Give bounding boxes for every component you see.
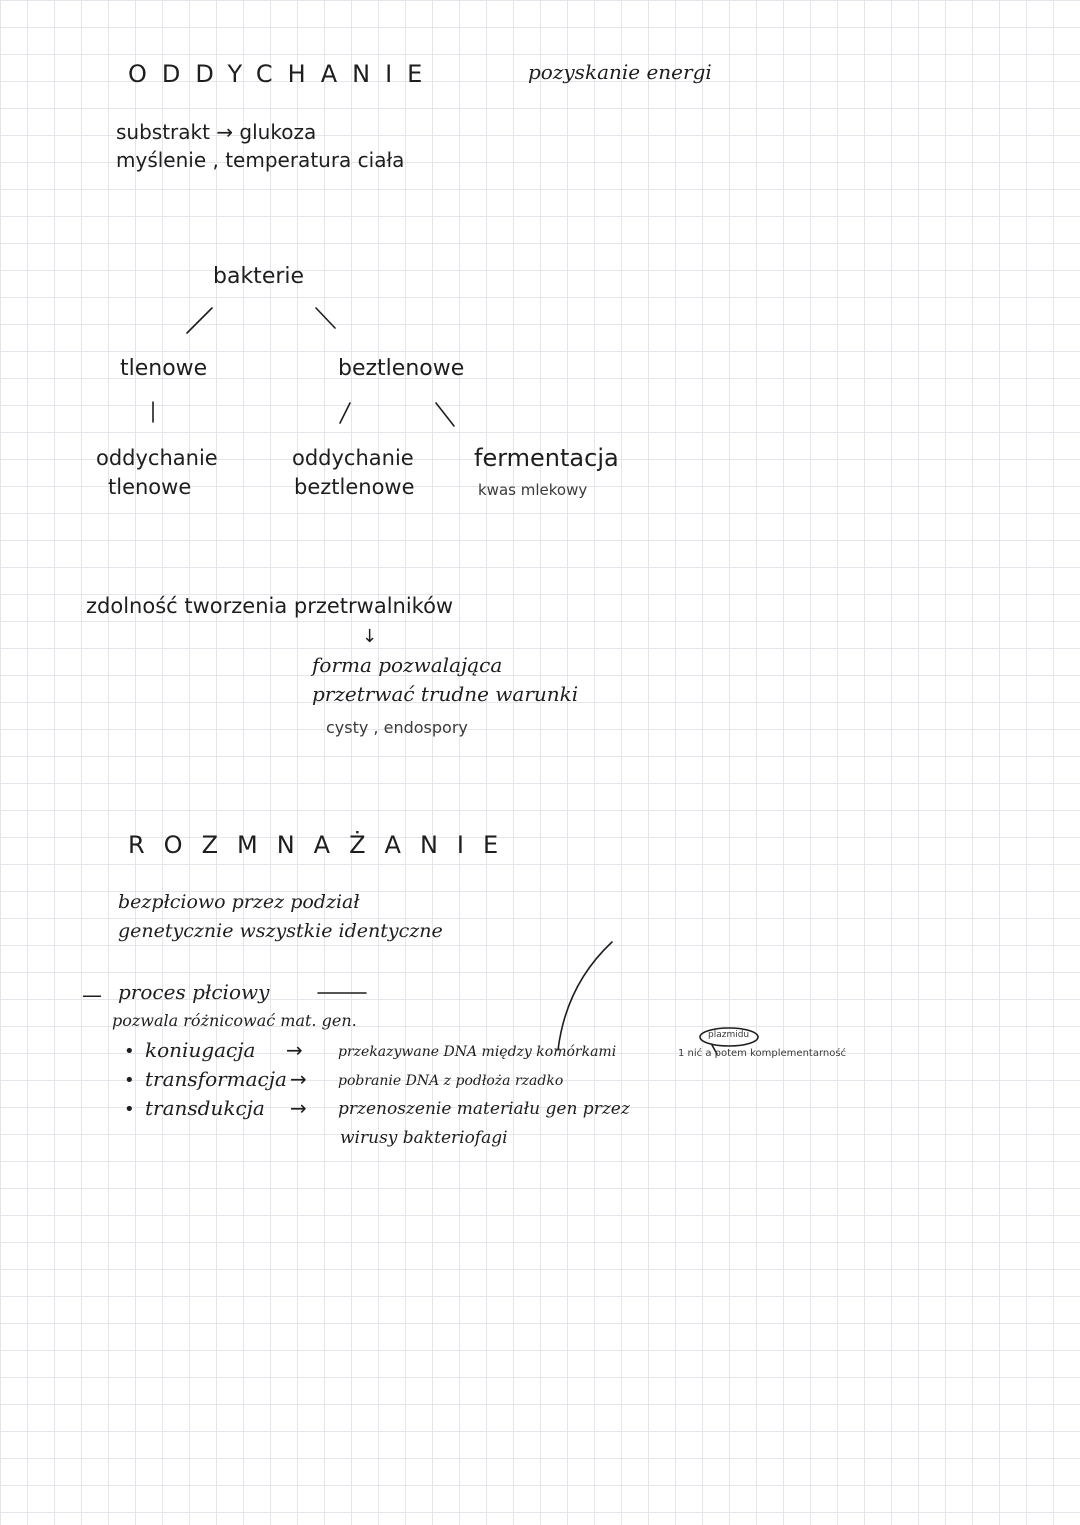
reproduction-line-2: genetycznie wszystkie identyczne [118, 920, 443, 942]
branch-line [316, 308, 335, 328]
section-heading-oddychanie: ODDYCHANIE [128, 60, 438, 88]
substrate-line: substrakt → glukoza [116, 120, 317, 144]
leaf-oddychanie-tlenowe-1: oddychanie [96, 446, 218, 470]
arrow-right-icon: → [290, 1067, 307, 1091]
spores-line: zdolność tworzenia przetrwalników [86, 594, 454, 618]
item-transdukcja-desc: przenoszenie materiału gen przez [338, 1099, 630, 1119]
tree-node-tlenowe: tlenowe [120, 356, 208, 381]
arrow-right-icon: → [290, 1096, 307, 1120]
item-koniugacja: koniugacja [145, 1038, 256, 1062]
arrow-right-icon: → [286, 1038, 303, 1062]
leaf-fermentacja: fermentacja [474, 444, 619, 472]
item-transformacja: transformacja [145, 1067, 287, 1091]
branch-line [340, 403, 350, 423]
item-transdukcja: transdukcja [145, 1096, 265, 1120]
bullet-1: • [124, 1041, 135, 1062]
spores-desc-1: forma pozwalająca [312, 653, 503, 677]
side-note: 1 nić a potem komplementarność [678, 1048, 847, 1059]
leaf-oddychanie-beztlenowe-2: beztlenowe [294, 475, 415, 499]
tree-node-beztlenowe: beztlenowe [338, 356, 465, 381]
spores-examples: cysty , endospory [326, 718, 468, 737]
annotation-curve [558, 942, 612, 1050]
dash-marker: — [82, 983, 102, 1007]
bullet-2: • [124, 1070, 135, 1091]
branch-line [436, 403, 454, 426]
section-heading-rozmnazanie: ROZMNAŻANIE [128, 831, 518, 859]
item-transformacja-desc: pobranie DNA z podłoża rzadko [338, 1073, 564, 1089]
tree-root-bakterie: bakterie [213, 264, 305, 289]
process-desc: pozwala różnicować mat. gen. [112, 1011, 357, 1030]
branch-line [187, 308, 212, 333]
item-koniugacja-desc: przekazywane DNA między komórkami [338, 1044, 617, 1060]
leaf-oddychanie-beztlenowe-1: oddychanie [292, 446, 414, 470]
uses-line: myślenie , temperatura ciała [116, 148, 405, 172]
leaf-oddychanie-tlenowe-2: tlenowe [108, 475, 192, 499]
item-transdukcja-desc-cont: wirusy bakteriofagi [340, 1128, 508, 1148]
spores-desc-2: przetrwać trudne warunki [312, 682, 579, 706]
down-arrow-icon: ↓ [362, 626, 378, 647]
side-note-bubble-label: plazmidu [708, 1030, 750, 1040]
leaf-fermentacja-note: kwas mlekowy [478, 481, 588, 499]
reproduction-line-1: bezpłciowo przez podział [118, 891, 360, 913]
section-subtitle: pozyskanie energi [528, 60, 712, 84]
bullet-3: • [124, 1099, 135, 1120]
process-label: proces płciowy [118, 980, 270, 1004]
